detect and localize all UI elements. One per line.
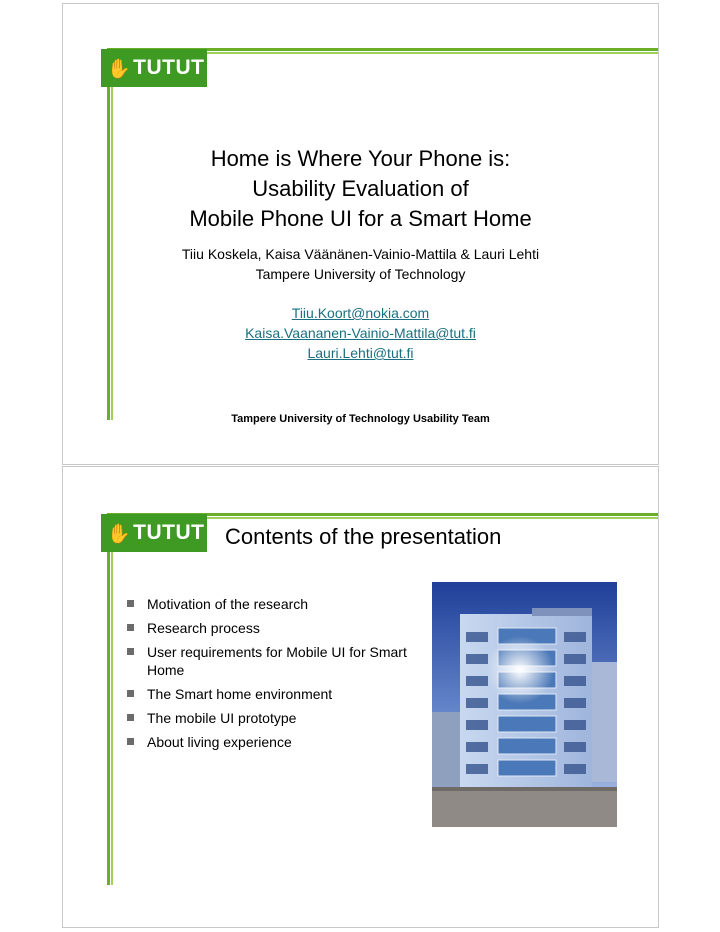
bullet-icon [127, 600, 134, 607]
apartment-building-photo [432, 582, 617, 827]
title-line: Mobile Phone UI for a Smart Home [189, 206, 532, 231]
title-line: Usability Evaluation of [252, 176, 469, 201]
slide-2 [62, 466, 659, 928]
bullet-icon [127, 714, 134, 721]
list-item: The Smart home environment [127, 685, 417, 703]
logo-text: TUTUT [133, 521, 205, 544]
bullet-icon [127, 690, 134, 697]
affiliation: Tampere University of Technology [255, 266, 466, 282]
logo-text: TUTUT [133, 56, 205, 79]
list-item: User requirements for Mobile UI for Smart Home [127, 643, 417, 679]
tutut-logo [101, 49, 207, 87]
authors: Tiiu Koskela, Kaisa Väänänen-Vainio-Mattila & Lauri Lehti [181, 246, 540, 262]
email-link[interactable]: Lauri.Lehti@tut.fi [307, 345, 414, 361]
tutut-logo [101, 514, 207, 552]
list-item: The mobile UI prototype [127, 709, 417, 727]
list-item: About living experience [127, 733, 417, 751]
author-block [63, 244, 658, 284]
email-list [63, 303, 658, 363]
bullet-icon [127, 648, 134, 655]
slide-1 [62, 3, 659, 465]
list-item: Research process [127, 619, 417, 637]
slide-title: Contents of the presentation [225, 524, 502, 549]
frame-line-left [107, 48, 110, 420]
frame-line-left-light [111, 52, 113, 420]
title-line: Home is Where Your Phone is: [210, 146, 511, 171]
bullet-icon [127, 624, 134, 631]
email-link[interactable]: Tiiu.Koort@nokia.com [291, 305, 430, 321]
frame-line-left-light [111, 517, 113, 885]
email-link[interactable]: Kaisa.Vaananen-Vainio-Mattila@tut.fi [245, 325, 476, 341]
list-item: Motivation of the research [127, 595, 417, 613]
frame-line-left [107, 513, 110, 885]
hand-icon: ✋ [107, 57, 132, 80]
bullet-icon [127, 738, 134, 745]
team-footer: Tampere University of Technology Usability Team [231, 413, 490, 425]
presentation-title [63, 144, 658, 234]
contents-list [127, 595, 417, 757]
hand-icon: ✋ [107, 522, 132, 545]
